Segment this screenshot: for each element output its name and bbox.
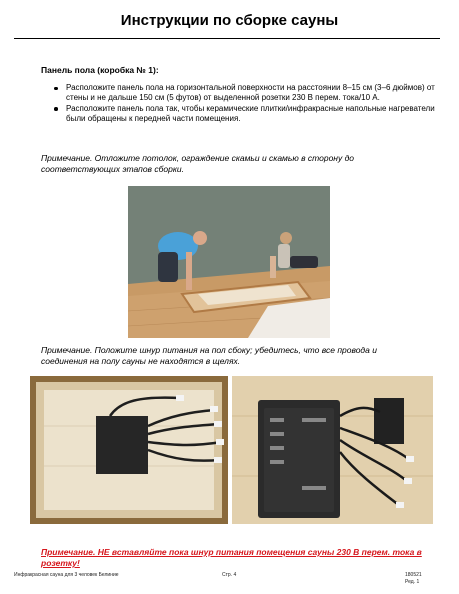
photo-floor-panel-cables [30,376,228,524]
title-divider [14,38,440,39]
section-heading: Панель пола (коробка № 1): [41,65,159,75]
note-ceiling: Примечание. Отложите потолок, ограждение скамьи и скамью в сторону до соответствующих этапов сборки. [41,153,355,174]
photo-floor-panel-placement [128,186,330,338]
footer-product-name: Инфракрасная сауна для 3 человек Белиние [14,572,119,578]
photo-controller-box [232,376,433,524]
instruction-list [52,83,444,125]
list-item: Расположите панель пола так, чтобы керамические плитки/инфракрасные напольные нагреватели были обращены к передней части помещения. [52,104,444,125]
list-item: Расположите панель пола на горизонтальной поверхности на расстоянии 8–15 см (3–6 дюймов) от стены и не дальше 150 см (5 футов) от выделенной розетки 230 В перем. тока/10 А. [52,83,444,104]
footer-revision-label: Ред. 1 [405,578,420,585]
warning-note: Примечание. НЕ вставляйте пока шнур питания помещения сауны 230 В перем. тока в розетку! [41,547,422,568]
footer-revision [405,572,422,585]
page-title: Инструкции по сборке сауны [120,12,339,29]
note-power-cord: Примечание. Положите шнур питания на пол сбоку; убедитесь, что все провода и соединения на полу сауны не находятся в щелях. [41,345,377,366]
footer-doc-code: 180521 [405,572,422,578]
footer-page-number: Стр. 4 [222,572,237,578]
